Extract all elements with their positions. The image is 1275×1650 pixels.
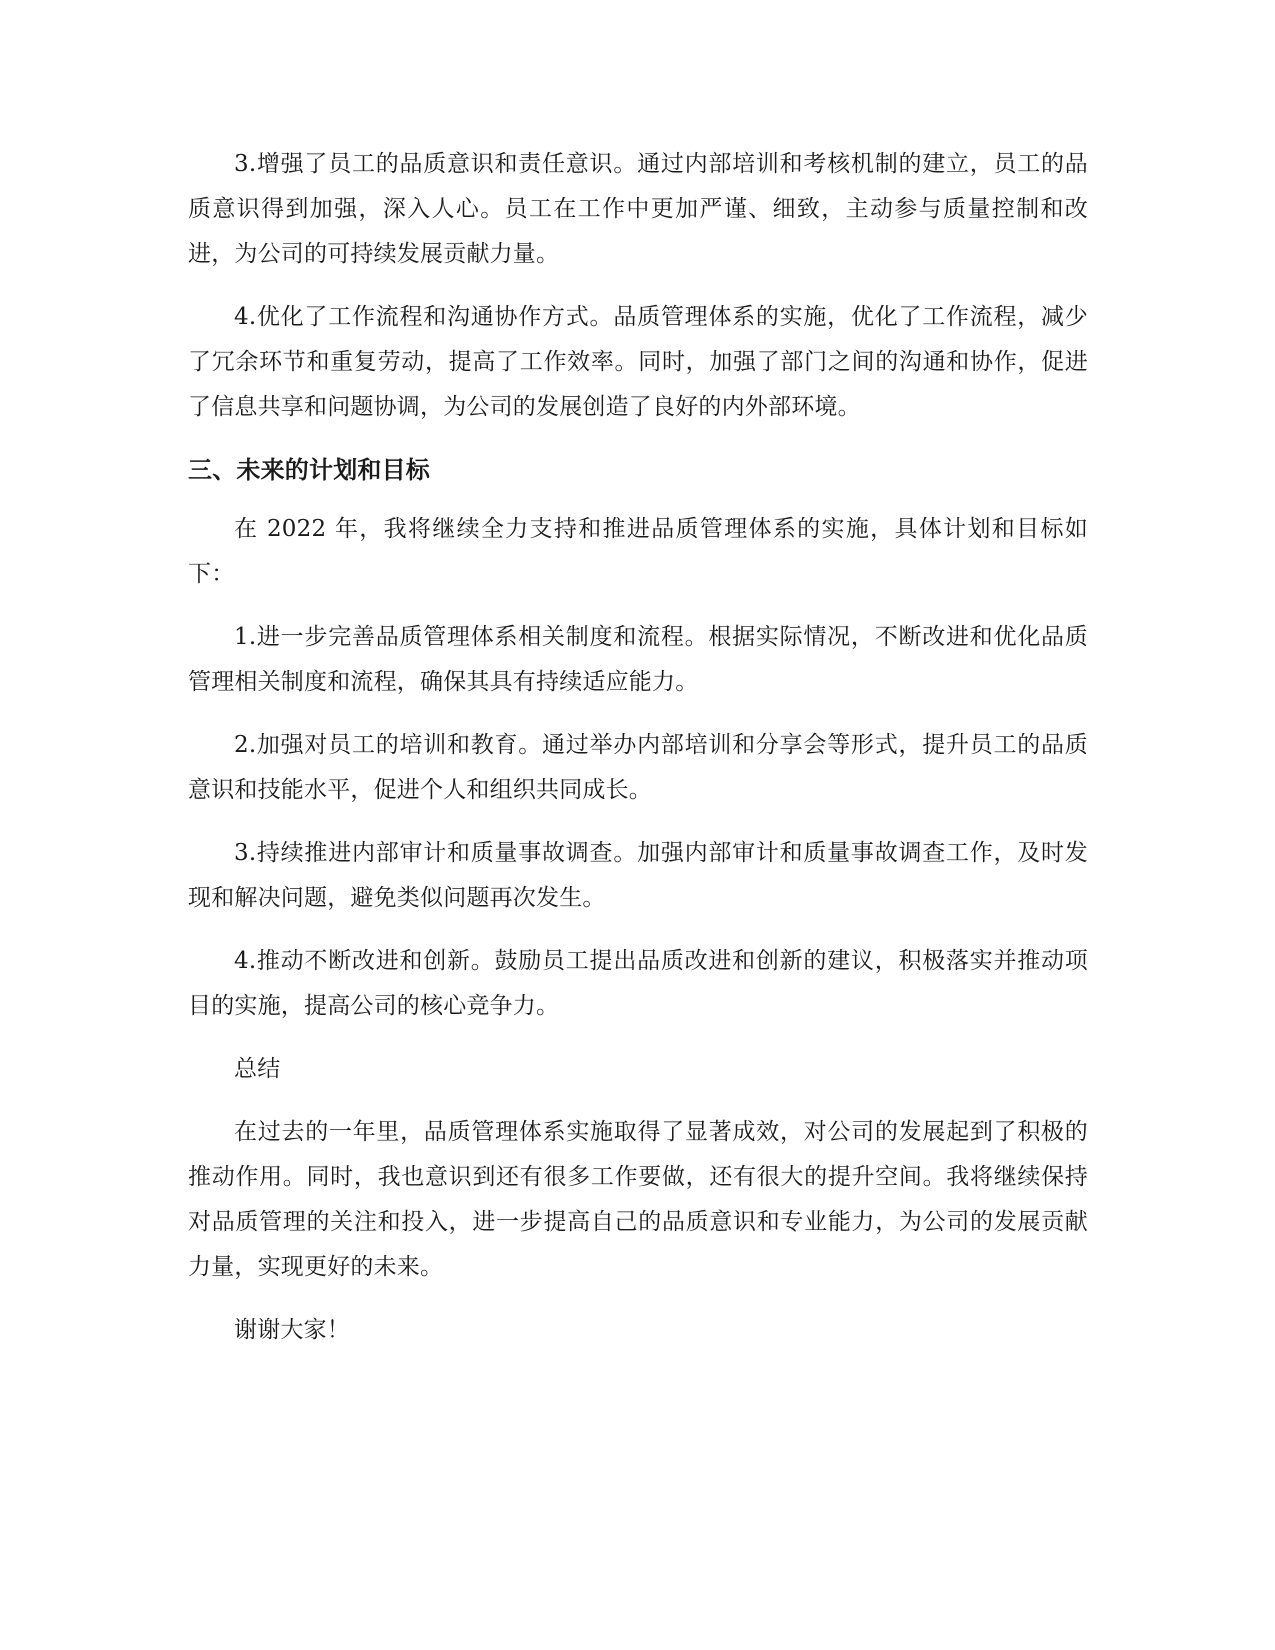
section-heading-future-plans: 三、未来的计划和目标 xyxy=(188,456,430,484)
paragraph-plan-intro: 在 2022 年，我将继续全力支持和推进品质管理体系的实施，具体计划和目标如下： xyxy=(188,516,1088,587)
closing-thanks: 谢谢大家！ xyxy=(234,1317,350,1343)
summary-title: 总结 xyxy=(234,1056,281,1082)
paragraph-plan-1: 1.进一步完善品质管理体系相关制度和流程。根据实际情况，不断改进和优化品质管理相关制度和流程，确保其具有持续适应能力。 xyxy=(188,624,1088,695)
paragraph-summary: 在过去的一年里，品质管理体系实施取得了显著成效，对公司的发展起到了积极的推动作用。同时，我也意识到还有很多工作要做，还有很大的提升空间。我将继续保持对品质管理的关注和投入，进一步提高自己的品质意识和专业能力，为公司的发展贡献力量，实现更好的未来。 xyxy=(188,1119,1088,1280)
paragraph-improvement-4: 4.优化了工作流程和沟通协作方式。品质管理体系的实施，优化了工作流程，减少了冗余环节和重复劳动，提高了工作效率。同时，加强了部门之间的沟通和协作，促进了信息共享和问题协调，为公司的发展创造了良好的内外部环境。 xyxy=(188,304,1088,420)
paragraph-improvement-3: 3.增强了员工的品质意识和责任意识。通过内部培训和考核机制的建立，员工的品质意识得到加强，深入人心。员工在工作中更加严谨、细致，主动参与质量控制和改进，为公司的可持续发展贡献力量。 xyxy=(188,151,1088,267)
document-body xyxy=(188,142,1088,1371)
paragraph-plan-2: 2.加强对员工的培训和教育。通过举办内部培训和分享会等形式，提升员工的品质意识和技能水平，促进个人和组织共同成长。 xyxy=(188,732,1088,803)
paragraph-plan-4: 4.推动不断改进和创新。鼓励员工提出品质改进和创新的建议，积极落实并推动项目的实施，提高公司的核心竞争力。 xyxy=(188,948,1088,1019)
paragraph-plan-3: 3.持续推进内部审计和质量事故调查。加强内部审计和质量事故调查工作，及时发现和解决问题，避免类似问题再次发生。 xyxy=(188,840,1088,911)
